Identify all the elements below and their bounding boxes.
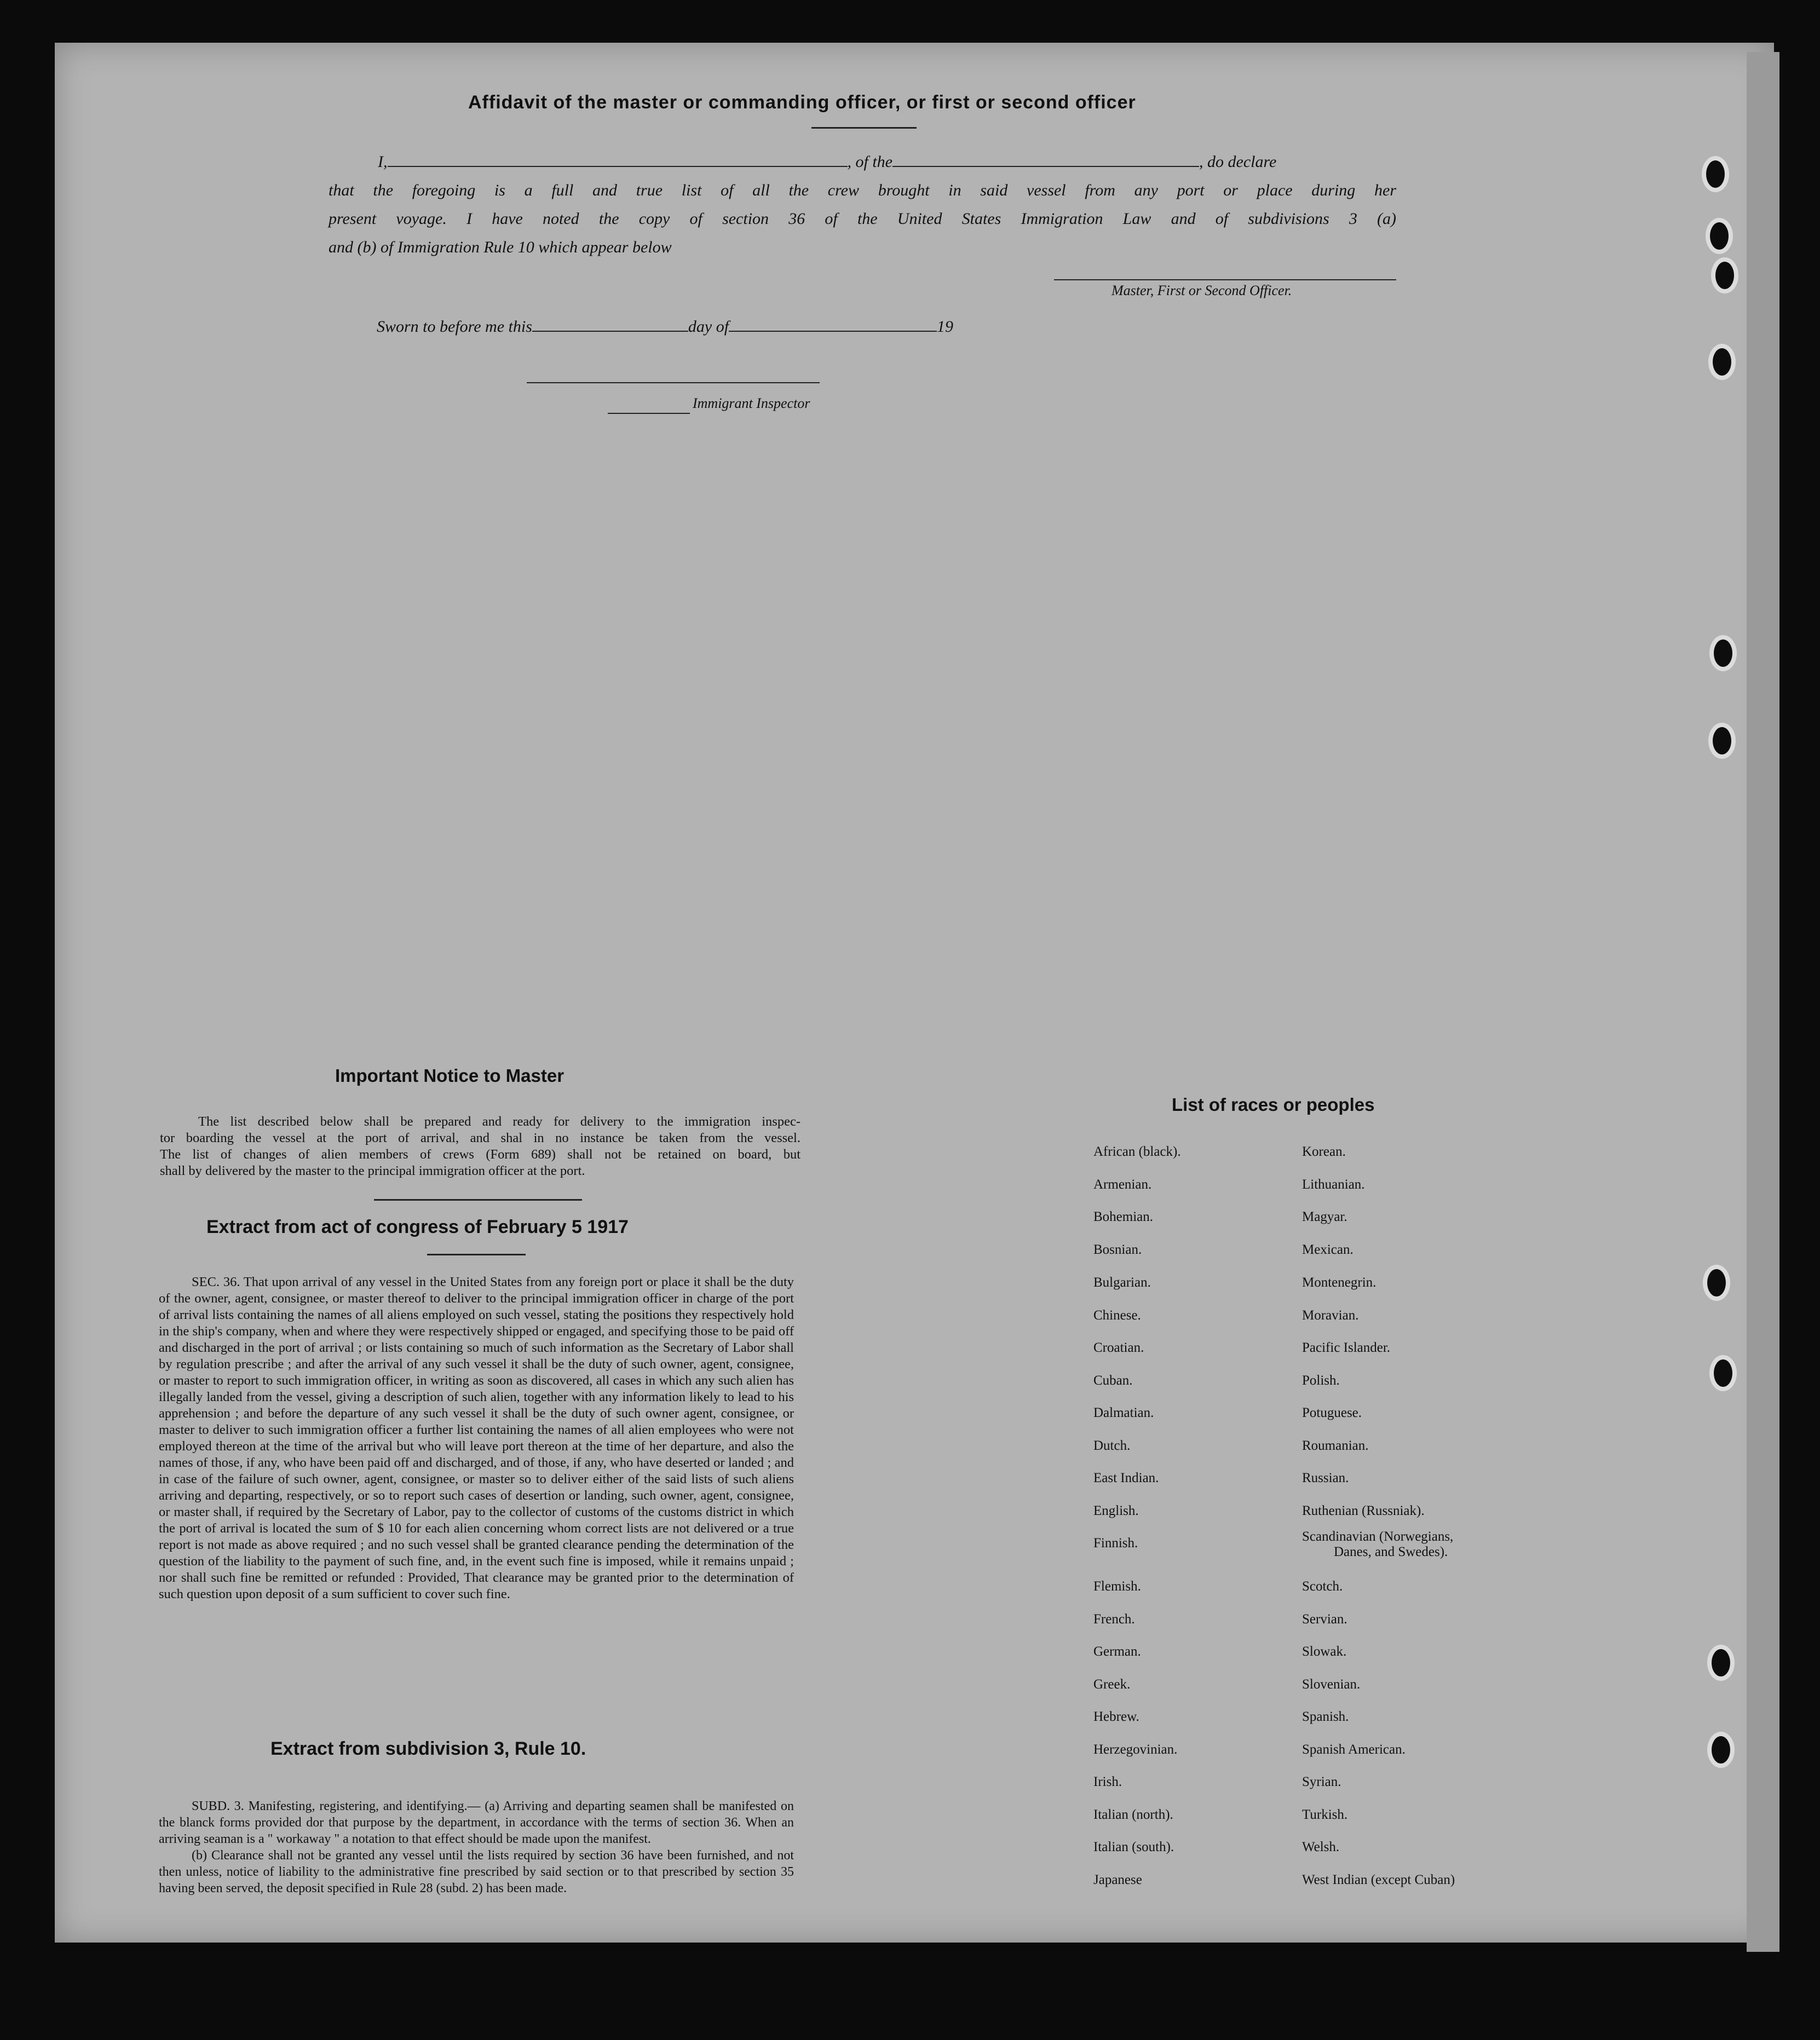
race-item: Danes, and Swedes). — [1334, 1545, 1448, 1559]
race-item: Croatian. — [1093, 1340, 1144, 1355]
sworn-day-of: day of — [688, 318, 729, 336]
affidavit-i: I, — [378, 153, 388, 171]
race-item: Mexican. — [1302, 1242, 1354, 1257]
race-item: English. — [1093, 1503, 1139, 1518]
divider — [811, 127, 917, 129]
race-item: Cuban. — [1093, 1373, 1133, 1388]
race-item: Lithuanian. — [1302, 1177, 1365, 1192]
binder-hole — [1711, 257, 1738, 293]
race-item: Roumanian. — [1302, 1438, 1369, 1453]
race-item: African (black). — [1093, 1144, 1181, 1159]
affidavit-line-1 — [329, 148, 1396, 176]
race-item: Chinese. — [1093, 1308, 1141, 1323]
race-item: Polish. — [1302, 1373, 1340, 1388]
binder-hole — [1707, 1645, 1735, 1681]
sworn-year: 19 — [937, 318, 954, 336]
race-item: Magyar. — [1302, 1209, 1347, 1224]
binder-hole — [1707, 1732, 1735, 1768]
race-item: Finnish. — [1093, 1536, 1138, 1551]
divider — [374, 1199, 582, 1201]
race-item: Bohemian. — [1093, 1209, 1154, 1224]
races-title: List of races or peoples — [1172, 1094, 1375, 1115]
race-item: Italian (north). — [1093, 1807, 1173, 1822]
affidavit-of-the: , of the — [847, 153, 892, 171]
race-item: Russian. — [1302, 1471, 1349, 1485]
affidavit-line-4: and (b) of Immigration Rule 10 which appear below — [329, 238, 672, 256]
race-item: East Indian. — [1093, 1471, 1159, 1485]
race-item: Scandinavian (Norwegians, — [1302, 1529, 1454, 1544]
race-item: Turkish. — [1302, 1807, 1348, 1822]
rule10-text — [159, 1798, 794, 1897]
race-item: Japanese — [1093, 1872, 1142, 1887]
affidavit-body — [329, 148, 1396, 262]
race-item: German. — [1093, 1644, 1141, 1659]
race-item: Welsh. — [1302, 1840, 1340, 1854]
race-item: Spanish American. — [1302, 1742, 1406, 1757]
rule10-para-b: (b) Clearance shall not be granted any vessel until the lists required by section 36 have been furnished, and not then unless, notice of liability to the administrative fine prescribed by said section or to that prescribed by section 35 having been served, the deposit specified in Rule 28 (subd. 2) has been made. — [159, 1848, 794, 1895]
race-item: Slowak. — [1302, 1644, 1347, 1659]
race-item: Montenegrin. — [1302, 1275, 1376, 1290]
race-item: Bulgarian. — [1093, 1275, 1151, 1290]
inspector-line-top — [527, 382, 820, 383]
signature-line — [1054, 279, 1396, 280]
affidavit-title: Affidavit of the master or commanding officer, or first or second officer — [468, 92, 1136, 113]
race-item: Italian (south). — [1093, 1840, 1174, 1854]
race-item: Dalmatian. — [1093, 1405, 1154, 1420]
notice-line: The list described below shall be prepared and ready for delivery to the immigration inspec- — [198, 1114, 800, 1129]
notice-body — [160, 1114, 800, 1179]
race-item: Herzegovinian. — [1093, 1742, 1178, 1757]
race-item: Pacific Islander. — [1302, 1340, 1391, 1355]
race-item: Flemish. — [1093, 1579, 1141, 1594]
race-item: Potuguese. — [1302, 1405, 1362, 1420]
notice-line: tor boarding the vessel at the port of arrival, and shal in no instance be taken from the vessel. — [160, 1131, 800, 1145]
binder-hole — [1702, 156, 1729, 192]
divider — [427, 1254, 526, 1255]
inspector-label: Immigrant Inspector — [693, 395, 810, 411]
race-item: Ruthenian (Russniak). — [1302, 1503, 1425, 1518]
affidavit-do-declare: , do declare — [1199, 153, 1277, 171]
inspector-line — [608, 413, 690, 414]
binder-hole — [1708, 344, 1736, 380]
race-item: Armenian. — [1093, 1177, 1152, 1192]
race-item: West Indian (except Cuban) — [1302, 1872, 1455, 1887]
race-item: Korean. — [1302, 1144, 1346, 1159]
notice-title: Important Notice to Master — [335, 1065, 565, 1086]
race-item: Dutch. — [1093, 1438, 1131, 1453]
race-item: Slovenian. — [1302, 1677, 1361, 1692]
act-title: Extract from act of congress of February 5 1917 — [206, 1217, 629, 1237]
race-item: Hebrew. — [1093, 1709, 1139, 1724]
binder-hole — [1709, 1355, 1737, 1391]
notice-line: The list of changes of alien members of crews (Form 689) shall not be retained on board, but — [160, 1147, 800, 1162]
notice-line: shall by delivered by the master to the principal immigration officer at the port. — [160, 1163, 585, 1178]
race-item: Greek. — [1093, 1677, 1131, 1692]
binder-hole — [1703, 1265, 1730, 1301]
rule10-para-a: SUBD. 3. Manifesting, registering, and identifying.— (a) Arriving and departing seamen shall be manifested on the blanck forms provided dor that purpose by the department, in accordance with the terms of section 36. When an arriving seaman is a " workaway " a notation to that effect should be made upon the manifest. — [159, 1799, 794, 1846]
sworn-statement — [377, 318, 953, 336]
binder-hole — [1708, 723, 1736, 759]
race-item: Moravian. — [1302, 1308, 1359, 1323]
binder-hole — [1709, 635, 1737, 671]
affidavit-line-3: present voyage. I have noted the copy of section 36 of the United States Immigration Law and of subdivisions 3 (a) — [329, 210, 1396, 228]
sworn-prefix: Sworn to before me this — [377, 318, 532, 336]
rule10-title: Extract from subdivision 3, Rule 10. — [270, 1738, 586, 1759]
section-36-text: SEC. 36. That upon arrival of any vessel in the United States from any foreign port or place it shall be the duty of the owner, agent, consignee, or master thereof to deliver to the principal immigration officer in charge of the port of arrival lists containing the names of all aliens employed on such vessel, stating the positions they respectively hold in the ship's company, when and where they were respectively shipped or engaged, and specifying those to be paid off and discharged in the port of arrival ; or lists containing so much of such information as the Secretary of Labor shall by regulation prescribe ; and after the arrival of any such vessel it shall be the duty of such owner, agent, consignee, or master to report to such immigration officer, in writing as soon as discovered, all cases in which any such alien has illegally landed from the vessel, giving a description of such alien, together with any information likely to lead to his apprehension ; and before the departure of any such vessel it shall be the duty of such owner agent, consignee, or master to deliver to such immigration officer a further list containing the names of all alien employees who were not employed thereon at the time of the arrival but who will leave port thereon at the time of her departure, and also the names of those, if any, who have been paid off and discharged, and of those, if any, who have deserted or landed ; and in case of the failure of such owner, agent, consignee, or master so to deliver either of the said lists of such aliens arriving and departing, respectively, or so to report such cases of desertion or landing, such owner, agent, consignee, or master shall, if required by the Secretary of Labor, pay to the collector of customs of the customs district in which the port of arrival is located the sum of $ 10 for each alien concerning whom correct lists are not delivered or a true report is not made as above required ; and no such vessel shall be granted clearance pending the determination of the question of the liability to the payment of such fine, and, in the event such fine is imposed, while it remains unpaid ; nor shall such fine be remitted or refunded : Provided, That clearance may be granted prior to the determination of such question upon deposit of a sum sufficient to cover such fine. — [159, 1275, 794, 1601]
race-item: Irish. — [1093, 1774, 1122, 1789]
race-item: Spanish. — [1302, 1709, 1349, 1724]
race-item: Bosnian. — [1093, 1242, 1142, 1257]
race-item: Servian. — [1302, 1612, 1347, 1627]
page-edge — [1747, 52, 1779, 1952]
race-item: Syrian. — [1302, 1774, 1341, 1789]
race-item: French. — [1093, 1612, 1135, 1627]
signature-label: Master, First or Second Officer. — [1111, 283, 1292, 298]
race-item: Scotch. — [1302, 1579, 1343, 1594]
affidavit-line-2: that the foregoing is a full and true list of all the crew brought in said vessel from any port or place during her — [329, 181, 1396, 199]
binder-hole — [1706, 218, 1733, 254]
